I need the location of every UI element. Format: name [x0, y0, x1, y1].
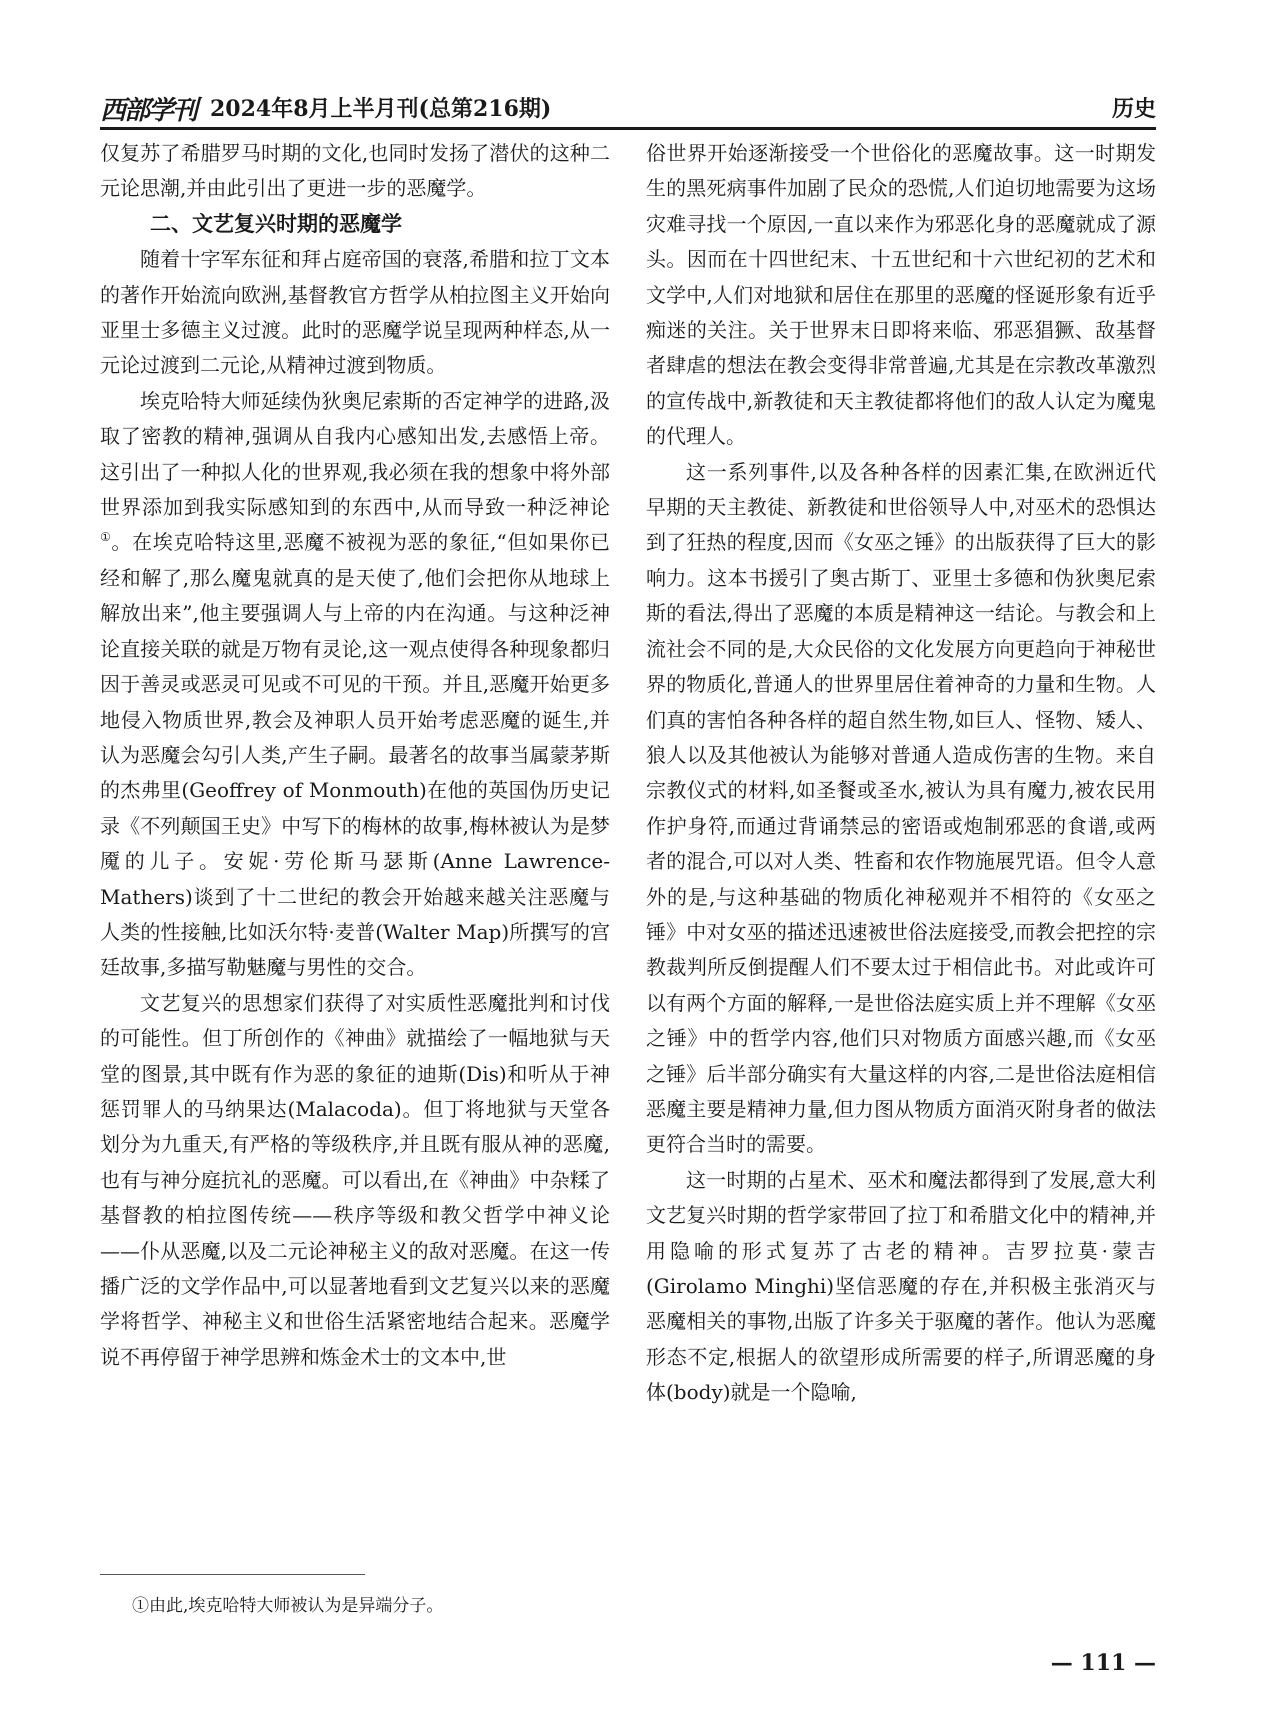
running-header	[100, 88, 1156, 128]
section-heading: 二、文艺复兴时期的恶魔学	[150, 211, 402, 236]
paragraph-text: 埃克哈特大师延续伪狄奥尼索斯的否定神学的进路,汲取了密教的精神,强调从自我内心感知出发,去感悟上帝。这引出了一种拟人化的世界观,我必须在我的想象中将外部世界添加到我实际感知到的东西中,从而导致一种泛神论	[100, 388, 610, 520]
paragraph: 仅复苏了希腊罗马时期的文化,也同时发扬了潜伏的这种二元论思潮,并由此引出了更进一步的恶魔学。	[100, 141, 610, 201]
issue-info: 2024年8月上半月刊(总第216期)	[210, 96, 552, 122]
right-column	[646, 136, 1156, 1411]
paragraph	[100, 384, 610, 986]
section-label: 历史	[1111, 96, 1156, 122]
page-number: — 111 —	[1050, 1650, 1156, 1676]
paragraph: 这一系列事件,以及各种各样的因素汇集,在欧洲近代早期的天主教徒、新教徒和世俗领导人中,对巫术的恐惧达到了狂热的程度,因而《女巫之锤》的出版获得了巨大的影响力。这本书援引了奥古斯丁、亚里士多德和伪狄奥尼索斯的看法,得出了恶魔的本质是精神这一结论。与教会和上流社会不同的是,大众民俗的文化发展方向更趋向于神秘世界的物质化,普通人的世界里居住着神奇的力量和生物。人们真的害怕各种各样的超自然生物,如巨人、怪物、矮人、狼人以及其他被认为能够对普通人造成伤害的生物。来自宗教仪式的材料,如圣餐或圣水,被认为具有魔力,被农民用作护身符,而通过背诵禁忌的密语或炮制邪恶的食谱,或两者的混合,可以对人类、牲畜和农作物施展咒语。但令人意外的是,与这种基础的物质化神秘观并不相符的《女巫之锤》中对女巫的描述迅速被世俗法庭接受,而教会把控的宗教裁判所反倒提醒人们不要太过于相信此书。对此或许可以有两个方面的解释,一是世俗法庭实质上并不理解《女巫之锤》中的哲学内容,他们只对物质方面感兴趣,而《女巫之锤》后半部分确实有大量这样的内容,二是世俗法庭相信恶魔主要是精神力量,但力图从物质方面消灭附身者的做法更符合当时的需要。	[646, 459, 1156, 1157]
footnote: ①由此,埃克哈特大师被认为是异端分子。	[132, 1596, 444, 1616]
paragraph: 随着十字军东征和拜占庭帝国的衰落,希腊和拉丁文本的著作开始流向欧洲,基督教官方哲学从柏拉图主义开始向亚里士多德主义过渡。此时的恶魔学说呈现两种样态,从一元论过渡到二元论,从精神过渡到物质。	[100, 247, 610, 378]
journal-logo: 西部学刊	[100, 96, 197, 126]
footnote-marker: ①	[100, 530, 112, 545]
header-rule	[100, 127, 1156, 130]
paragraph: 这一时期的占星术、巫术和魔法都得到了发展,意大利文艺复兴时期的哲学家带回了拉丁和希腊文化中的精神,并用隐喻的形式复苏了古老的精神。吉罗拉莫·蒙吉(Girolamo Minghi)坚信恶魔的存在,并积极主张消灭与恶魔相关的事物,出版了许多关于驱魔的著作。他认为恶魔形态不定,根据人的欲望形成所需要的样子,所谓恶魔的身体(body)就是一个隐喻,	[646, 1167, 1156, 1405]
footnote-rule	[100, 1574, 365, 1575]
paragraph-text: 。在埃克哈特这里,恶魔不被视为恶的象征,“但如果你已经和解了,那么魔鬼就真的是天使了,他们会把你从地球上解放出来”,他主要强调人与上帝的内在沟通。与这种泛神论直接关联的就是万物有灵论,这一观点使得各种现象都归因于善灵或恶灵可见或不可见的干预。并且,恶魔开始更多地侵入物质世界,教会及神职人员开始考虑恶魔的诞生,并认为恶魔会勾引人类,产生子嗣。最著名的故事当属蒙茅斯的杰弗里(Geoffrey of Monmouth)在他的英国伪历史记录《不列颠国王史》中写下的梅林的故事,梅林被认为是梦魇的儿子。安妮·劳伦斯马瑟斯(Anne Lawrence-Mathers)谈到了十二世纪的教会开始越来越关注恶魔与人类的性接触,比如沃尔特·麦普(Walter Map)所撰写的宫廷故事,多描写勒魅魔与男性的交合。	[100, 530, 610, 980]
paragraph: 文艺复兴的思想家们获得了对实质性恶魔批判和讨伐的可能性。但丁所创作的《神曲》就描绘了一幅地狱与天堂的图景,其中既有作为恶的象征的迪斯(Dis)和听从于神惩罚罪人的马纳果达(Malacoda)。但丁将地狱与天堂各划分为九重天,有严格的等级秩序,并且既有服从神的恶魔,也有与神分庭抗礼的恶魔。可以看出,在《神曲》中杂糅了基督教的柏拉图传统——秩序等级和教父哲学中神义论——仆从恶魔,以及二元论神秘主义的敌对恶魔。在这一传播广泛的文学作品中,可以显著地看到文艺复兴以来的恶魔学将哲学、神秘主义和世俗生活紧密地结合起来。恶魔学说不再停留于神学思辨和炼金术士的文本中,世	[100, 990, 610, 1369]
paragraph: 俗世界开始逐渐接受一个世俗化的恶魔故事。这一时期发生的黑死病事件加剧了民众的恐慌,人们迫切地需要为这场灾难寻找一个原因,一直以来作为邪恶化身的恶魔就成了源头。因而在十四世纪末、十五世纪和十六世纪初的艺术和文学中,人们对地狱和居住在那里的恶魔的怪诞形象有近乎痴迷的关注。关于世界末日即将来临、邪恶猖獗、敌基督者肆虐的想法在教会变得非常普遍,尤其是在宗教改革激烈的宣传战中,新教徒和天主教徒都将他们的敌人认定为魔鬼的代理人。	[646, 141, 1156, 449]
left-column	[100, 136, 610, 1375]
